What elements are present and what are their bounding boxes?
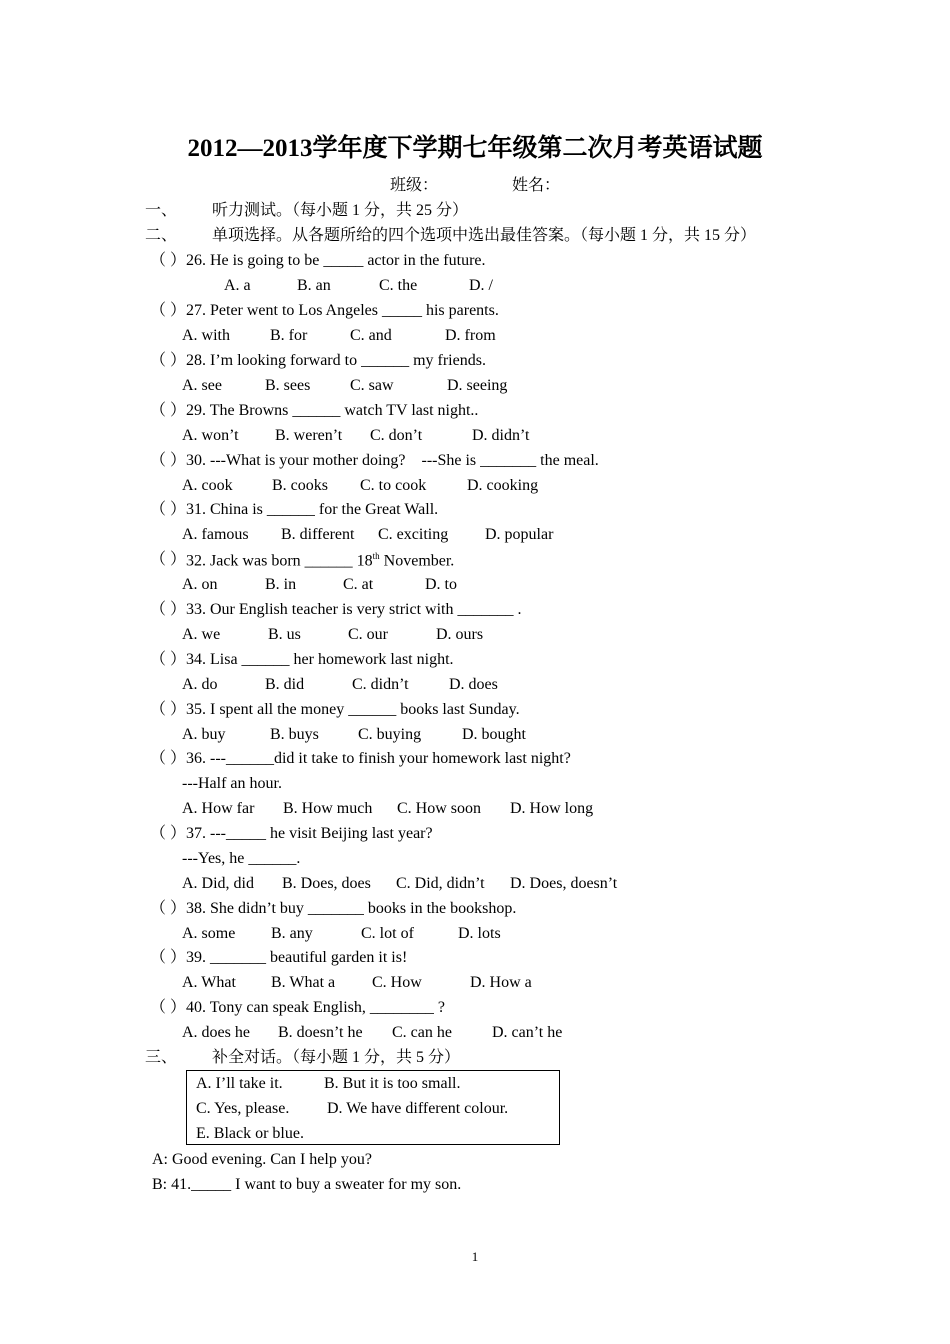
answer-paren: （ ） <box>150 252 187 269</box>
question-32-superscript: th <box>372 551 380 561</box>
question-33-stem: 33. Our English teacher is very strict with _______ . <box>186 601 522 618</box>
question-32-stem <box>186 552 454 569</box>
question-30-option-d: D. cooking <box>467 477 539 494</box>
class-label: 班级： <box>390 177 439 194</box>
answer-paren: （ ） <box>150 452 187 469</box>
question-28-option-c: C. saw <box>350 377 394 394</box>
question-33-option-c: C. our <box>348 626 388 643</box>
question-36-option-c: C. How soon <box>397 800 482 817</box>
question-36-reply: ---Half an hour. <box>182 775 282 792</box>
page-title: 2012—2013学年度下学期七年级第二次月考英语试题 <box>187 135 763 162</box>
dialog-line-1: A: Good evening. Can I help you? <box>152 1151 372 1168</box>
answer-paren: （ ） <box>150 949 187 966</box>
question-40-option-b: B. doesn’t he <box>278 1024 363 1041</box>
question-38-option-d: D. lots <box>458 925 501 942</box>
answer-paren: （ ） <box>150 302 187 319</box>
section-2-number: 二、 <box>145 227 178 244</box>
box-option-b: B. But it is too small. <box>324 1075 461 1092</box>
question-29-option-b: B. weren’t <box>275 427 343 444</box>
question-37-stem: 37. ---_____ he visit Beijing last year? <box>186 825 433 842</box>
question-40-stem: 40. Tony can speak English, ________ ? <box>186 999 445 1016</box>
box-option-a: A. I’ll take it. <box>196 1075 283 1092</box>
section-3-heading: 补全对话。（每小题 1 分，共 5 分） <box>212 1049 461 1066</box>
question-32-option-a: A. on <box>182 576 218 593</box>
question-35-option-b: B. buys <box>270 726 319 743</box>
question-30-option-b: B. cooks <box>272 477 328 494</box>
question-36-option-a: A. How far <box>182 800 255 817</box>
answer-paren: （ ） <box>150 701 187 718</box>
question-27-stem: 27. Peter went to Los Angeles _____ his parents. <box>186 302 499 319</box>
question-26-option-d: D. / <box>469 277 493 294</box>
question-29-stem: 29. The Browns ______ watch TV last night.. <box>186 402 479 419</box>
question-40-option-a: A. does he <box>182 1024 250 1041</box>
question-30-option-c: C. to cook <box>360 477 427 494</box>
answer-paren: （ ） <box>150 750 187 767</box>
question-39-option-b: B. What a <box>271 974 336 991</box>
name-label: 姓名： <box>512 177 561 194</box>
question-26-stem: 26. He is going to be _____ actor in the future. <box>186 252 486 269</box>
question-32-stem-start: 32. Jack was born ______ 18 <box>186 552 373 570</box>
question-27-option-a: A. with <box>182 327 230 344</box>
question-26-option-c: C. the <box>379 277 418 294</box>
question-29-option-c: C. don’t <box>370 427 423 444</box>
question-35-option-d: D. bought <box>462 726 526 743</box>
question-27-option-c: C. and <box>350 327 392 344</box>
question-40-option-c: C. can he <box>392 1024 452 1041</box>
question-38-option-c: C. lot of <box>361 925 414 942</box>
question-38-option-b: B. any <box>271 925 313 942</box>
question-37-option-c: C. Did, didn’t <box>396 875 485 892</box>
question-32-stem-end: November. <box>379 552 455 570</box>
question-31-option-a: A. famous <box>182 526 249 543</box>
question-26-option-a: A. a <box>224 277 251 294</box>
question-28-option-a: A. see <box>182 377 222 394</box>
question-33-option-b: B. us <box>268 626 301 643</box>
question-39-option-d: D. How a <box>470 974 532 991</box>
question-36-option-b: B. How much <box>283 800 373 817</box>
question-29-option-a: A. won’t <box>182 427 239 444</box>
question-39-option-a: A. What <box>182 974 236 991</box>
box-option-c: C. Yes, please. <box>196 1100 290 1117</box>
question-32-option-c: C. at <box>343 576 374 593</box>
question-30-option-a: A. cook <box>182 477 233 494</box>
section-3-number: 三、 <box>145 1049 178 1066</box>
page-number: 1 <box>471 1249 479 1264</box>
question-32-option-b: B. in <box>265 576 297 593</box>
answer-paren: （ ） <box>150 651 187 668</box>
question-31-option-d: D. popular <box>485 526 554 543</box>
question-34-option-a: A. do <box>182 676 218 693</box>
question-40-option-d: D. can’t he <box>492 1024 563 1041</box>
question-38-option-a: A. some <box>182 925 236 942</box>
question-27-option-d: D. from <box>445 327 496 344</box>
question-33-option-a: A. we <box>182 626 221 643</box>
question-35-stem: 35. I spent all the money ______ books last Sunday. <box>186 701 520 718</box>
question-28-option-b: B. sees <box>265 377 311 394</box>
question-37-option-b: B. Does, does <box>282 875 371 892</box>
section-2-heading: 单项选择。从各题所给的四个选项中选出最佳答案。（每小题 1 分，共 15 分） <box>212 227 757 244</box>
question-37-option-a: A. Did, did <box>182 875 254 892</box>
question-39-option-c: C. How <box>372 974 422 991</box>
answer-paren: （ ） <box>150 551 187 568</box>
answer-paren: （ ） <box>150 825 187 842</box>
answer-paren: （ ） <box>150 402 187 419</box>
question-35-option-a: A. buy <box>182 726 226 743</box>
question-26-option-b: B. an <box>297 277 331 294</box>
question-37-reply: ---Yes, he ______. <box>182 850 301 867</box>
box-option-e: E. Black or blue. <box>196 1125 304 1142</box>
question-28-option-d: D. seeing <box>447 377 508 394</box>
section-1-number: 一、 <box>145 202 178 219</box>
answer-paren: （ ） <box>150 999 187 1016</box>
question-37-option-d: D. Does, doesn’t <box>510 875 618 892</box>
question-39-stem: 39. _______ beautiful garden it is! <box>186 949 408 966</box>
question-35-option-c: C. buying <box>358 726 422 743</box>
answer-paren: （ ） <box>150 352 187 369</box>
question-31-option-c: C. exciting <box>378 526 449 543</box>
question-31-stem: 31. China is ______ for the Great Wall. <box>186 501 439 518</box>
question-36-option-d: D. How long <box>510 800 594 817</box>
dialog-line-2: B: 41._____ I want to buy a sweater for my son. <box>152 1176 462 1193</box>
question-29-option-d: D. didn’t <box>472 427 530 444</box>
question-38-stem: 38. She didn’t buy _______ books in the bookshop. <box>186 900 517 917</box>
question-27-option-b: B. for <box>270 327 308 344</box>
question-30-stem: 30. ---What is your mother doing? ---She is _______ the meal. <box>186 452 599 469</box>
question-34-option-c: C. didn’t <box>352 676 409 693</box>
box-option-d: D. We have different colour. <box>327 1100 509 1117</box>
question-31-option-b: B. different <box>281 526 355 543</box>
answer-paren: （ ） <box>150 501 187 518</box>
answer-paren: （ ） <box>150 900 187 917</box>
answer-paren: （ ） <box>150 601 187 618</box>
question-36-stem: 36. ---______did it take to finish your homework last night? <box>186 750 571 767</box>
question-33-option-d: D. ours <box>436 626 484 643</box>
question-34-option-b: B. did <box>265 676 305 693</box>
question-34-option-d: D. does <box>449 676 498 693</box>
question-34-stem: 34. Lisa ______ her homework last night. <box>186 651 454 668</box>
section-1-heading: 听力测试。（每小题 1 分，共 25 分） <box>212 202 469 219</box>
question-32-option-d: D. to <box>425 576 457 593</box>
question-28-stem: 28. I’m looking forward to ______ my friends. <box>186 352 486 369</box>
